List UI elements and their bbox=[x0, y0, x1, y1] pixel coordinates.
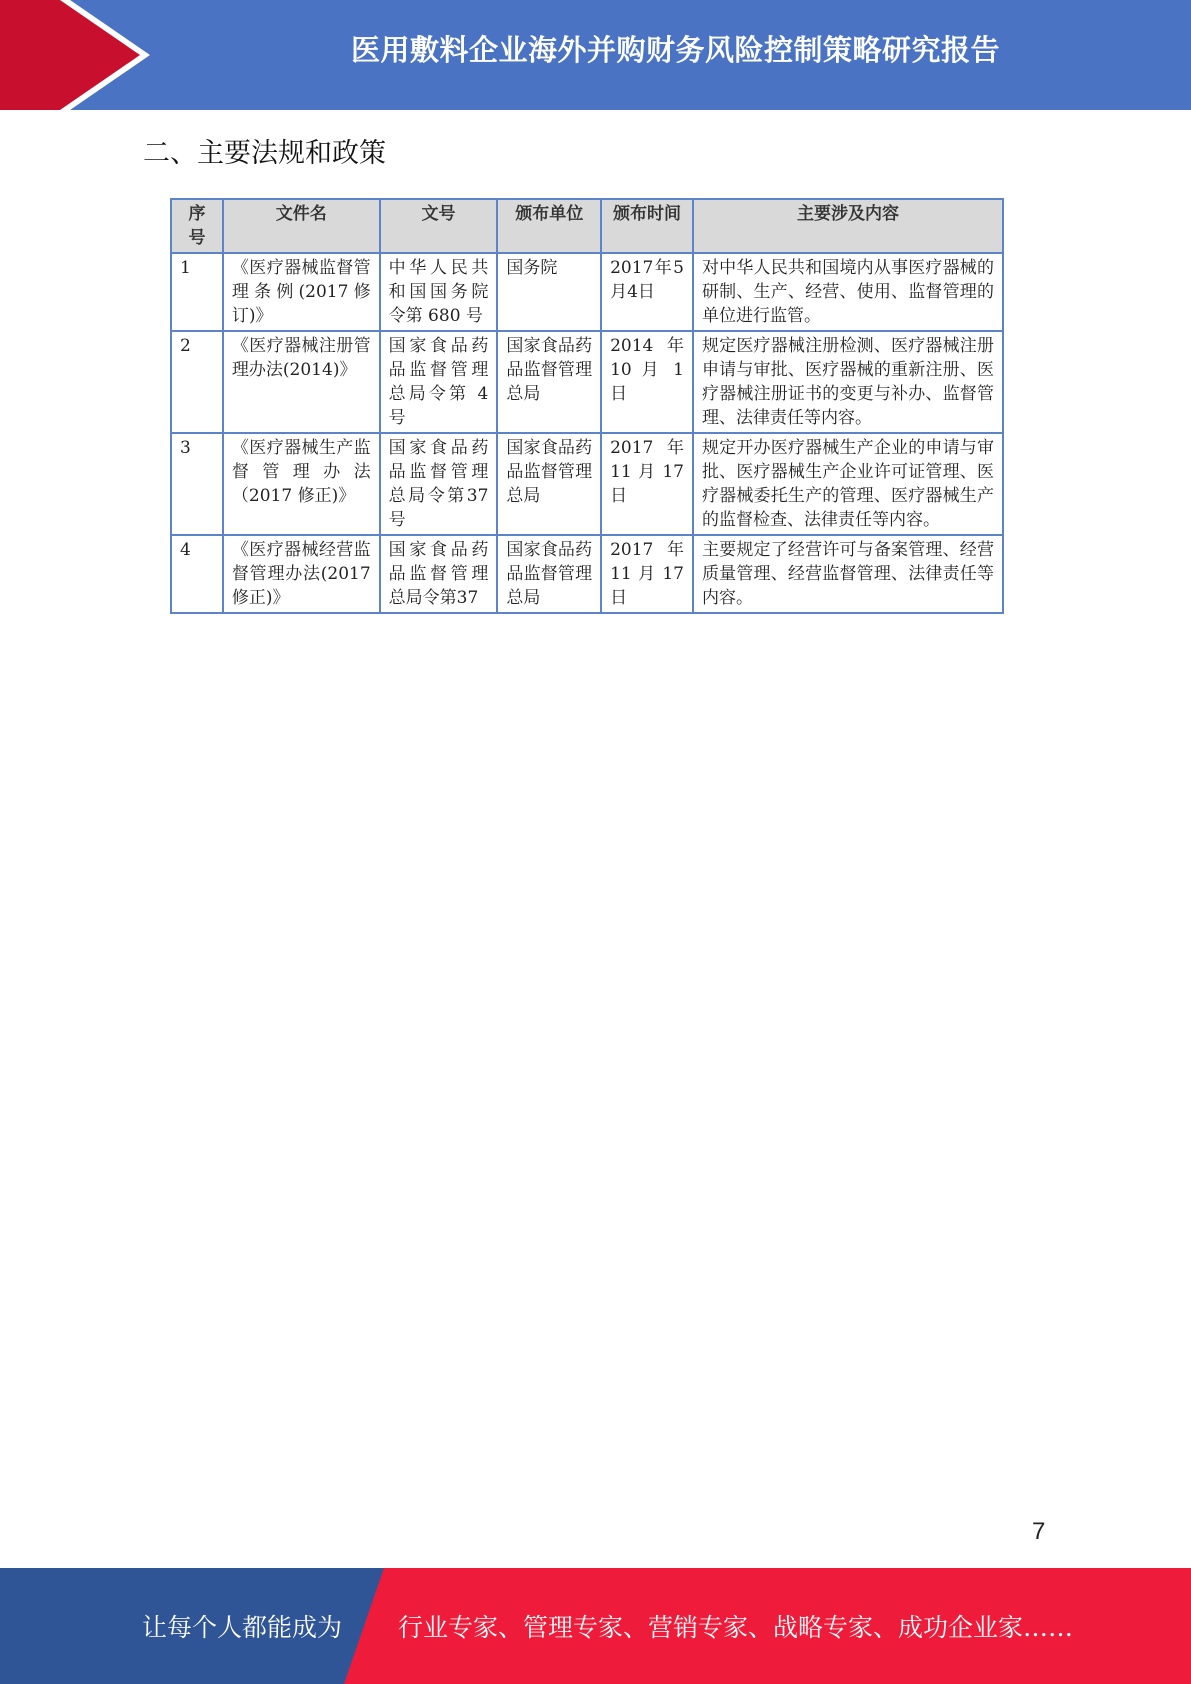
table-cell: 《医疗器械注册管理办法(2014)》 bbox=[223, 331, 380, 433]
table-cell: 2017 年 11 月 17 日 bbox=[601, 433, 693, 535]
table-cell: 对中华人民共和国境内从事医疗器械的研制、生产、经营、使用、监督管理的单位进行监管。 bbox=[693, 253, 1003, 331]
table-cell: 国家食品药品监督管理总局 bbox=[497, 433, 601, 535]
footer-slogan-right: 行业专家、管理专家、营销专家、战略专家、成功企业家…… bbox=[398, 1613, 1074, 1642]
table-cell: 国家食品药品监督管理总局令第37 bbox=[380, 535, 498, 613]
table-cell: 《医疗器械生产监督管理办法（2017 修正)》 bbox=[223, 433, 380, 535]
header-cell: 主要涉及内容 bbox=[693, 199, 1003, 253]
table-row bbox=[171, 433, 1003, 535]
table-cell: 中华人民共和国国务院令第 680 号 bbox=[380, 253, 498, 331]
table-row bbox=[171, 253, 1003, 331]
header-arrow-decoration bbox=[0, 0, 150, 110]
table-cell: 国家食品药品监督管理总局 bbox=[497, 535, 601, 613]
table-cell: 4 bbox=[171, 535, 223, 613]
page-footer bbox=[0, 1568, 1191, 1684]
header-cell: 序号 bbox=[171, 199, 223, 253]
table-cell: 3 bbox=[171, 433, 223, 535]
table-cell: 2014 年 10 月 1 日 bbox=[601, 331, 693, 433]
page-number: 7 bbox=[1032, 1518, 1046, 1545]
table-cell: 2017 年 11 月 17 日 bbox=[601, 535, 693, 613]
table-cell: 2017年5月4日 bbox=[601, 253, 693, 331]
regulations-table bbox=[170, 198, 1004, 614]
header-cell: 文件名 bbox=[223, 199, 380, 253]
table-cell: 主要规定了经营许可与备案管理、经营质量管理、经营监督管理、法律责任等内容。 bbox=[693, 535, 1003, 613]
report-title: 医用敷料企业海外并购财务风险控制策略研究报告 bbox=[350, 33, 1000, 67]
page-header bbox=[0, 0, 1191, 110]
table-cell: 国家食品药品监督管理总局 bbox=[497, 331, 601, 433]
table-cell: 《医疗器械监督管理条例(2017修订)》 bbox=[223, 253, 380, 331]
table-cell: 国家食品药品监督管理总局令第37号 bbox=[380, 433, 498, 535]
table-cell: 2 bbox=[171, 331, 223, 433]
table-cell: 《医疗器械经营监督管理办法(2017 修正)》 bbox=[223, 535, 380, 613]
table-cell: 国务院 bbox=[497, 253, 601, 331]
section-heading: 二、主要法规和政策 bbox=[143, 138, 386, 169]
table-cell: 规定开办医疗器械生产企业的申请与审批、医疗器械生产企业许可证管理、医疗器械委托生产的管理、医疗器械生产的监督检查、法律责任等内容。 bbox=[693, 433, 1003, 535]
header-cell: 颁布时间 bbox=[601, 199, 693, 253]
table-row bbox=[171, 331, 1003, 433]
footer-slogan-left: 让每个人都能成为 bbox=[142, 1613, 343, 1642]
table-header-row bbox=[171, 199, 1003, 253]
table-cell: 1 bbox=[171, 253, 223, 331]
header-cell: 文号 bbox=[380, 199, 498, 253]
table-row bbox=[171, 535, 1003, 613]
header-cell: 颁布单位 bbox=[497, 199, 601, 253]
table-cell: 国家食品药品监督管理总局令第 4 号 bbox=[380, 331, 498, 433]
table-cell: 规定医疗器械注册检测、医疗器械注册申请与审批、医疗器械的重新注册、医疗器械注册证书的变更与补办、监督管理、法律责任等内容。 bbox=[693, 331, 1003, 433]
